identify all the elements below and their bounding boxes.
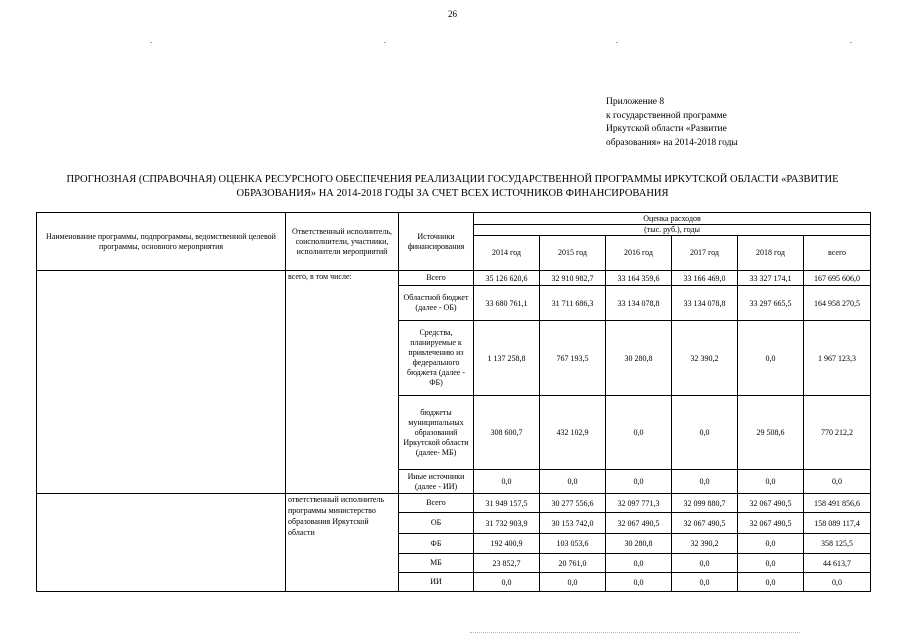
value-cell: 33 297 665,5 <box>738 286 804 321</box>
value-cell: 308 600,7 <box>474 396 540 470</box>
value-cell: 31 949 157,5 <box>474 494 540 513</box>
value-cell: 0,0 <box>738 554 804 573</box>
value-cell: 33 166 469,0 <box>672 271 738 286</box>
value-cell: 31 711 686,3 <box>540 286 606 321</box>
page-number: 26 <box>448 9 457 19</box>
value-cell: 432 102,9 <box>540 396 606 470</box>
appendix-line-4: образования» на 2014-2018 годы <box>606 137 738 148</box>
value-cell: 32 067 490,5 <box>672 513 738 534</box>
title-line-1: ПРОГНОЗНАЯ (СПРАВОЧНАЯ) ОЦЕНКА РЕСУРСНОГО ОБЕСПЕЧЕНИЯ РЕАЛИЗАЦИИ ГОСУДАРСТВЕННОЙ ПРОГРАММЫ ИРКУТСКОЙ ОБЛАСТИ «РАЗВИТИЕ <box>66 174 839 185</box>
responsible-cell: ответственный исполнитель программы министерство образования Иркутской области <box>286 494 399 592</box>
value-cell: 30 280,8 <box>606 534 672 554</box>
source-cell: Областной бюджет (далее - ОБ) <box>399 286 474 321</box>
value-cell: 30 153 742,0 <box>540 513 606 534</box>
value-cell: 32 390,2 <box>672 534 738 554</box>
header-responsible: Ответственный исполнитель, соисполнители, участники, исполнители мероприятий <box>286 213 399 271</box>
header-units: (тыс. руб.), годы <box>474 225 871 236</box>
value-cell: 33 164 359,6 <box>606 271 672 286</box>
header-total: всего <box>804 236 871 271</box>
total-cell: 167 695 606,0 <box>804 271 871 286</box>
value-cell: 0,0 <box>738 321 804 396</box>
source-cell: Всего <box>399 271 474 286</box>
value-cell: 767 193,5 <box>540 321 606 396</box>
value-cell: 32 067 490,5 <box>606 513 672 534</box>
value-cell: 33 134 078,8 <box>672 286 738 321</box>
value-cell: 32 390,2 <box>672 321 738 396</box>
value-cell: 0,0 <box>738 573 804 592</box>
value-cell: 0,0 <box>606 470 672 494</box>
value-cell: 0,0 <box>540 470 606 494</box>
header-estimate: Оценка расходов <box>474 213 871 225</box>
source-cell: МБ <box>399 554 474 573</box>
header-year: 2015 год <box>540 236 606 271</box>
source-cell: ОБ <box>399 513 474 534</box>
header-year: 2014 год <box>474 236 540 271</box>
total-cell: 158 089 117,4 <box>804 513 871 534</box>
total-cell: 44 613,7 <box>804 554 871 573</box>
value-cell: 0,0 <box>606 396 672 470</box>
source-cell: Средства, планируемые к привлечению из федерального бюджета (далее - ФБ) <box>399 321 474 396</box>
value-cell: 32 067 490,5 <box>738 513 804 534</box>
value-cell: 0,0 <box>672 470 738 494</box>
header-source: Источники финансирования <box>399 213 474 271</box>
value-cell: 0,0 <box>672 396 738 470</box>
table-row <box>37 271 871 286</box>
appendix-line-2: к государственной программе <box>606 110 727 121</box>
header-year: 2018 год <box>738 236 804 271</box>
document-title <box>20 173 885 200</box>
appendix-line-3: Иркутской области «Развитие <box>606 124 727 134</box>
value-cell: 32 067 490,5 <box>738 494 804 513</box>
source-cell: Иные источники (далее - ИИ) <box>399 470 474 494</box>
value-cell: 0,0 <box>738 470 804 494</box>
value-cell: 0,0 <box>606 554 672 573</box>
value-cell: 20 761,0 <box>540 554 606 573</box>
source-cell: Всего <box>399 494 474 513</box>
program-name-cell <box>37 494 286 592</box>
value-cell: 0,0 <box>474 470 540 494</box>
source-cell: ИИ <box>399 573 474 592</box>
value-cell: 0,0 <box>672 554 738 573</box>
value-cell: 33 327 174,1 <box>738 271 804 286</box>
scan-edge-marks <box>470 632 800 635</box>
value-cell: 29 508,6 <box>738 396 804 470</box>
total-cell: 158 491 856,6 <box>804 494 871 513</box>
value-cell: 0,0 <box>672 573 738 592</box>
value-cell: 35 126 620,6 <box>474 271 540 286</box>
appendix-note <box>606 96 738 150</box>
appendix-line-1: Приложение 8 <box>606 97 665 107</box>
value-cell: 33 680 761,1 <box>474 286 540 321</box>
value-cell: 30 280,8 <box>606 321 672 396</box>
value-cell: 103 053,6 <box>540 534 606 554</box>
header-year: 2016 год <box>606 236 672 271</box>
value-cell: 0,0 <box>606 573 672 592</box>
value-cell: 192 400,9 <box>474 534 540 554</box>
total-cell: 0,0 <box>804 470 871 494</box>
value-cell: 23 852,7 <box>474 554 540 573</box>
budget-table <box>36 212 871 592</box>
value-cell: 32 910 982,7 <box>540 271 606 286</box>
table-row <box>37 494 871 513</box>
value-cell: 33 134 078,8 <box>606 286 672 321</box>
header-name: Наименование программы, подпрограммы, ведомственной целевой программы, основного мероприятия <box>37 213 286 271</box>
responsible-cell: всего, в том числе: <box>286 271 399 494</box>
total-cell: 358 125,5 <box>804 534 871 554</box>
value-cell: 0,0 <box>738 534 804 554</box>
total-cell: 770 212,2 <box>804 396 871 470</box>
value-cell: 31 732 903,9 <box>474 513 540 534</box>
program-name-cell <box>37 271 286 494</box>
total-cell: 1 967 123,3 <box>804 321 871 396</box>
value-cell: 32 099 880,7 <box>672 494 738 513</box>
header-year: 2017 год <box>672 236 738 271</box>
total-cell: 0,0 <box>804 573 871 592</box>
source-cell: ФБ <box>399 534 474 554</box>
total-cell: 164 958 270,5 <box>804 286 871 321</box>
value-cell: 30 277 556,6 <box>540 494 606 513</box>
value-cell: 0,0 <box>474 573 540 592</box>
source-cell: бюджеты муниципальных образований Иркутской области (далее- МБ) <box>399 396 474 470</box>
value-cell: 0,0 <box>540 573 606 592</box>
value-cell: 1 137 258,8 <box>474 321 540 396</box>
title-line-2: ОБРАЗОВАНИЯ» НА 2014-2018 ГОДЫ ЗА СЧЕТ ВСЕХ ИСТОЧНИКОВ ФИНАНСИРОВАНИЯ <box>236 187 669 199</box>
value-cell: 32 097 771,3 <box>606 494 672 513</box>
